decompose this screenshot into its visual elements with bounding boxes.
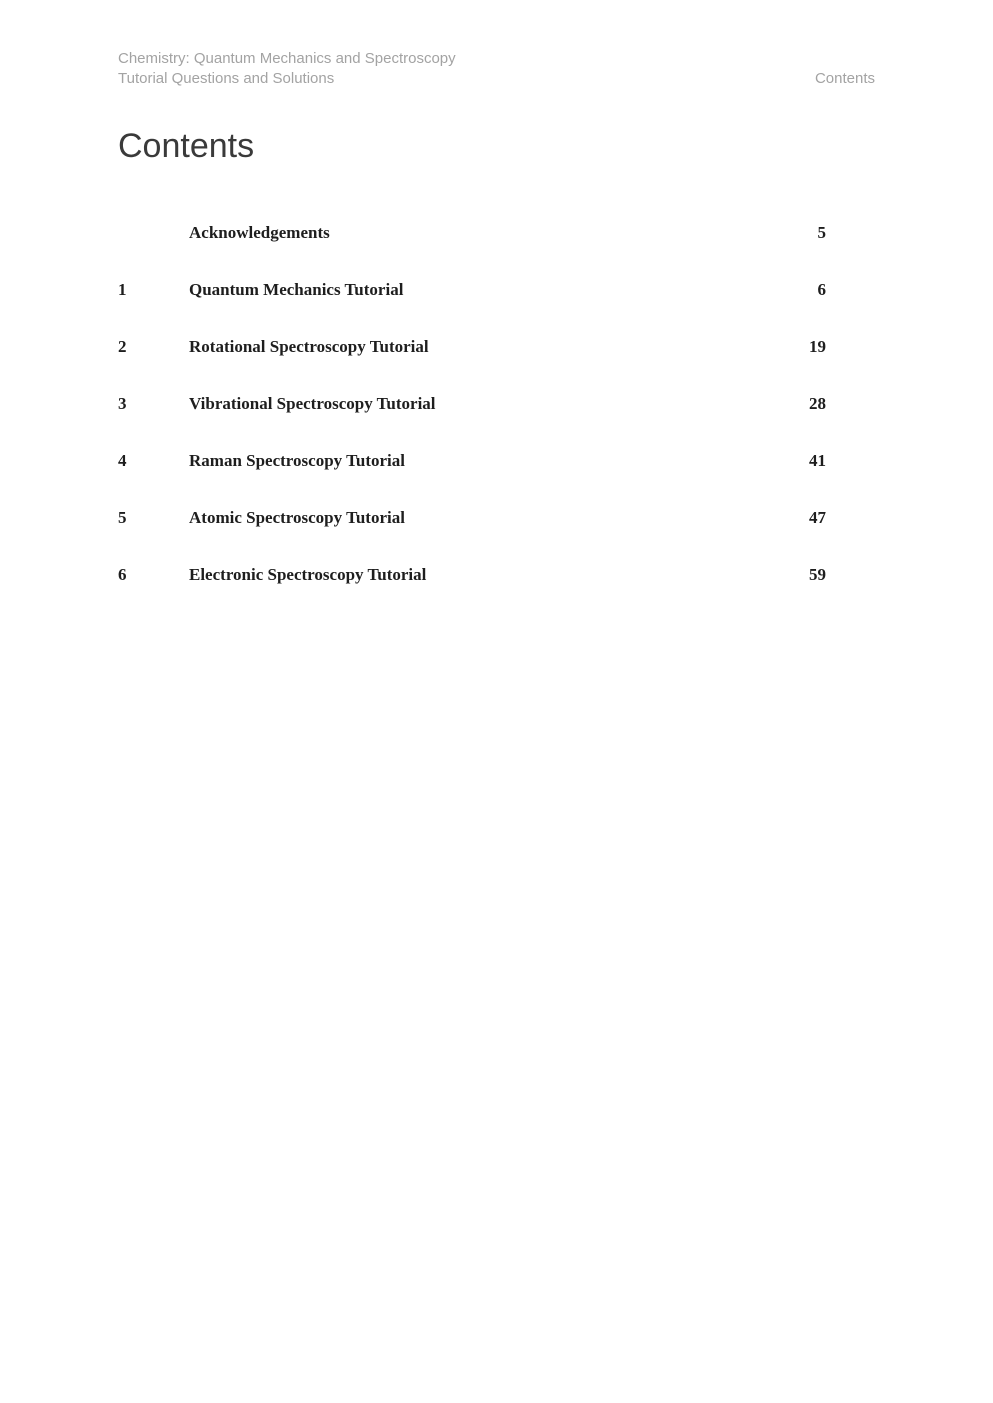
toc-entry-acknowledgements[interactable] [118,216,828,273]
header-book-subtitle: Tutorial Questions and Solutions [118,70,335,87]
toc-entry-raman-spectroscopy[interactable] [118,444,828,501]
toc-entry-title[interactable]: Rotational Spectroscopy Tutorial [189,337,429,356]
toc-entry-electronic-spectroscopy[interactable] [118,558,828,615]
toc-entry-quantum-mechanics[interactable] [118,273,828,330]
toc-entry-number: 6 [118,565,127,584]
toc-entry-title[interactable]: Vibrational Spectroscopy Tutorial [189,394,436,413]
toc-entry-vibrational-spectroscopy[interactable] [118,387,828,444]
running-header [118,48,875,92]
toc-entry-title[interactable]: Raman Spectroscopy Tutorial [189,451,405,470]
toc-entry-page: 5 [817,223,826,242]
toc-entry-page: 28 [809,394,826,413]
toc-entry-title[interactable]: Atomic Spectroscopy Tutorial [189,508,405,527]
table-of-contents [118,216,828,615]
toc-entry-page: 47 [809,508,826,527]
toc-entry-page: 19 [809,337,826,356]
toc-entry-page: 6 [817,280,826,299]
header-section-name: Contents [814,70,875,87]
toc-entry-page: 59 [809,565,826,584]
toc-entry-title[interactable]: Acknowledgements [189,223,330,242]
toc-entry-number: 3 [118,394,127,413]
toc-entry-number: 5 [118,508,127,527]
page-title: Contents [118,127,255,165]
toc-entry-number: 4 [118,451,127,470]
toc-entry-title[interactable]: Quantum Mechanics Tutorial [189,280,404,299]
toc-entry-number: 1 [118,280,127,299]
toc-entry-page: 41 [809,451,826,470]
toc-entry-number: 2 [118,337,127,356]
toc-entry-title[interactable]: Electronic Spectroscopy Tutorial [189,565,427,584]
header-book-title: Chemistry: Quantum Mechanics and Spectroscopy [118,50,456,67]
toc-entry-atomic-spectroscopy[interactable] [118,501,828,558]
toc-entry-rotational-spectroscopy[interactable] [118,330,828,387]
